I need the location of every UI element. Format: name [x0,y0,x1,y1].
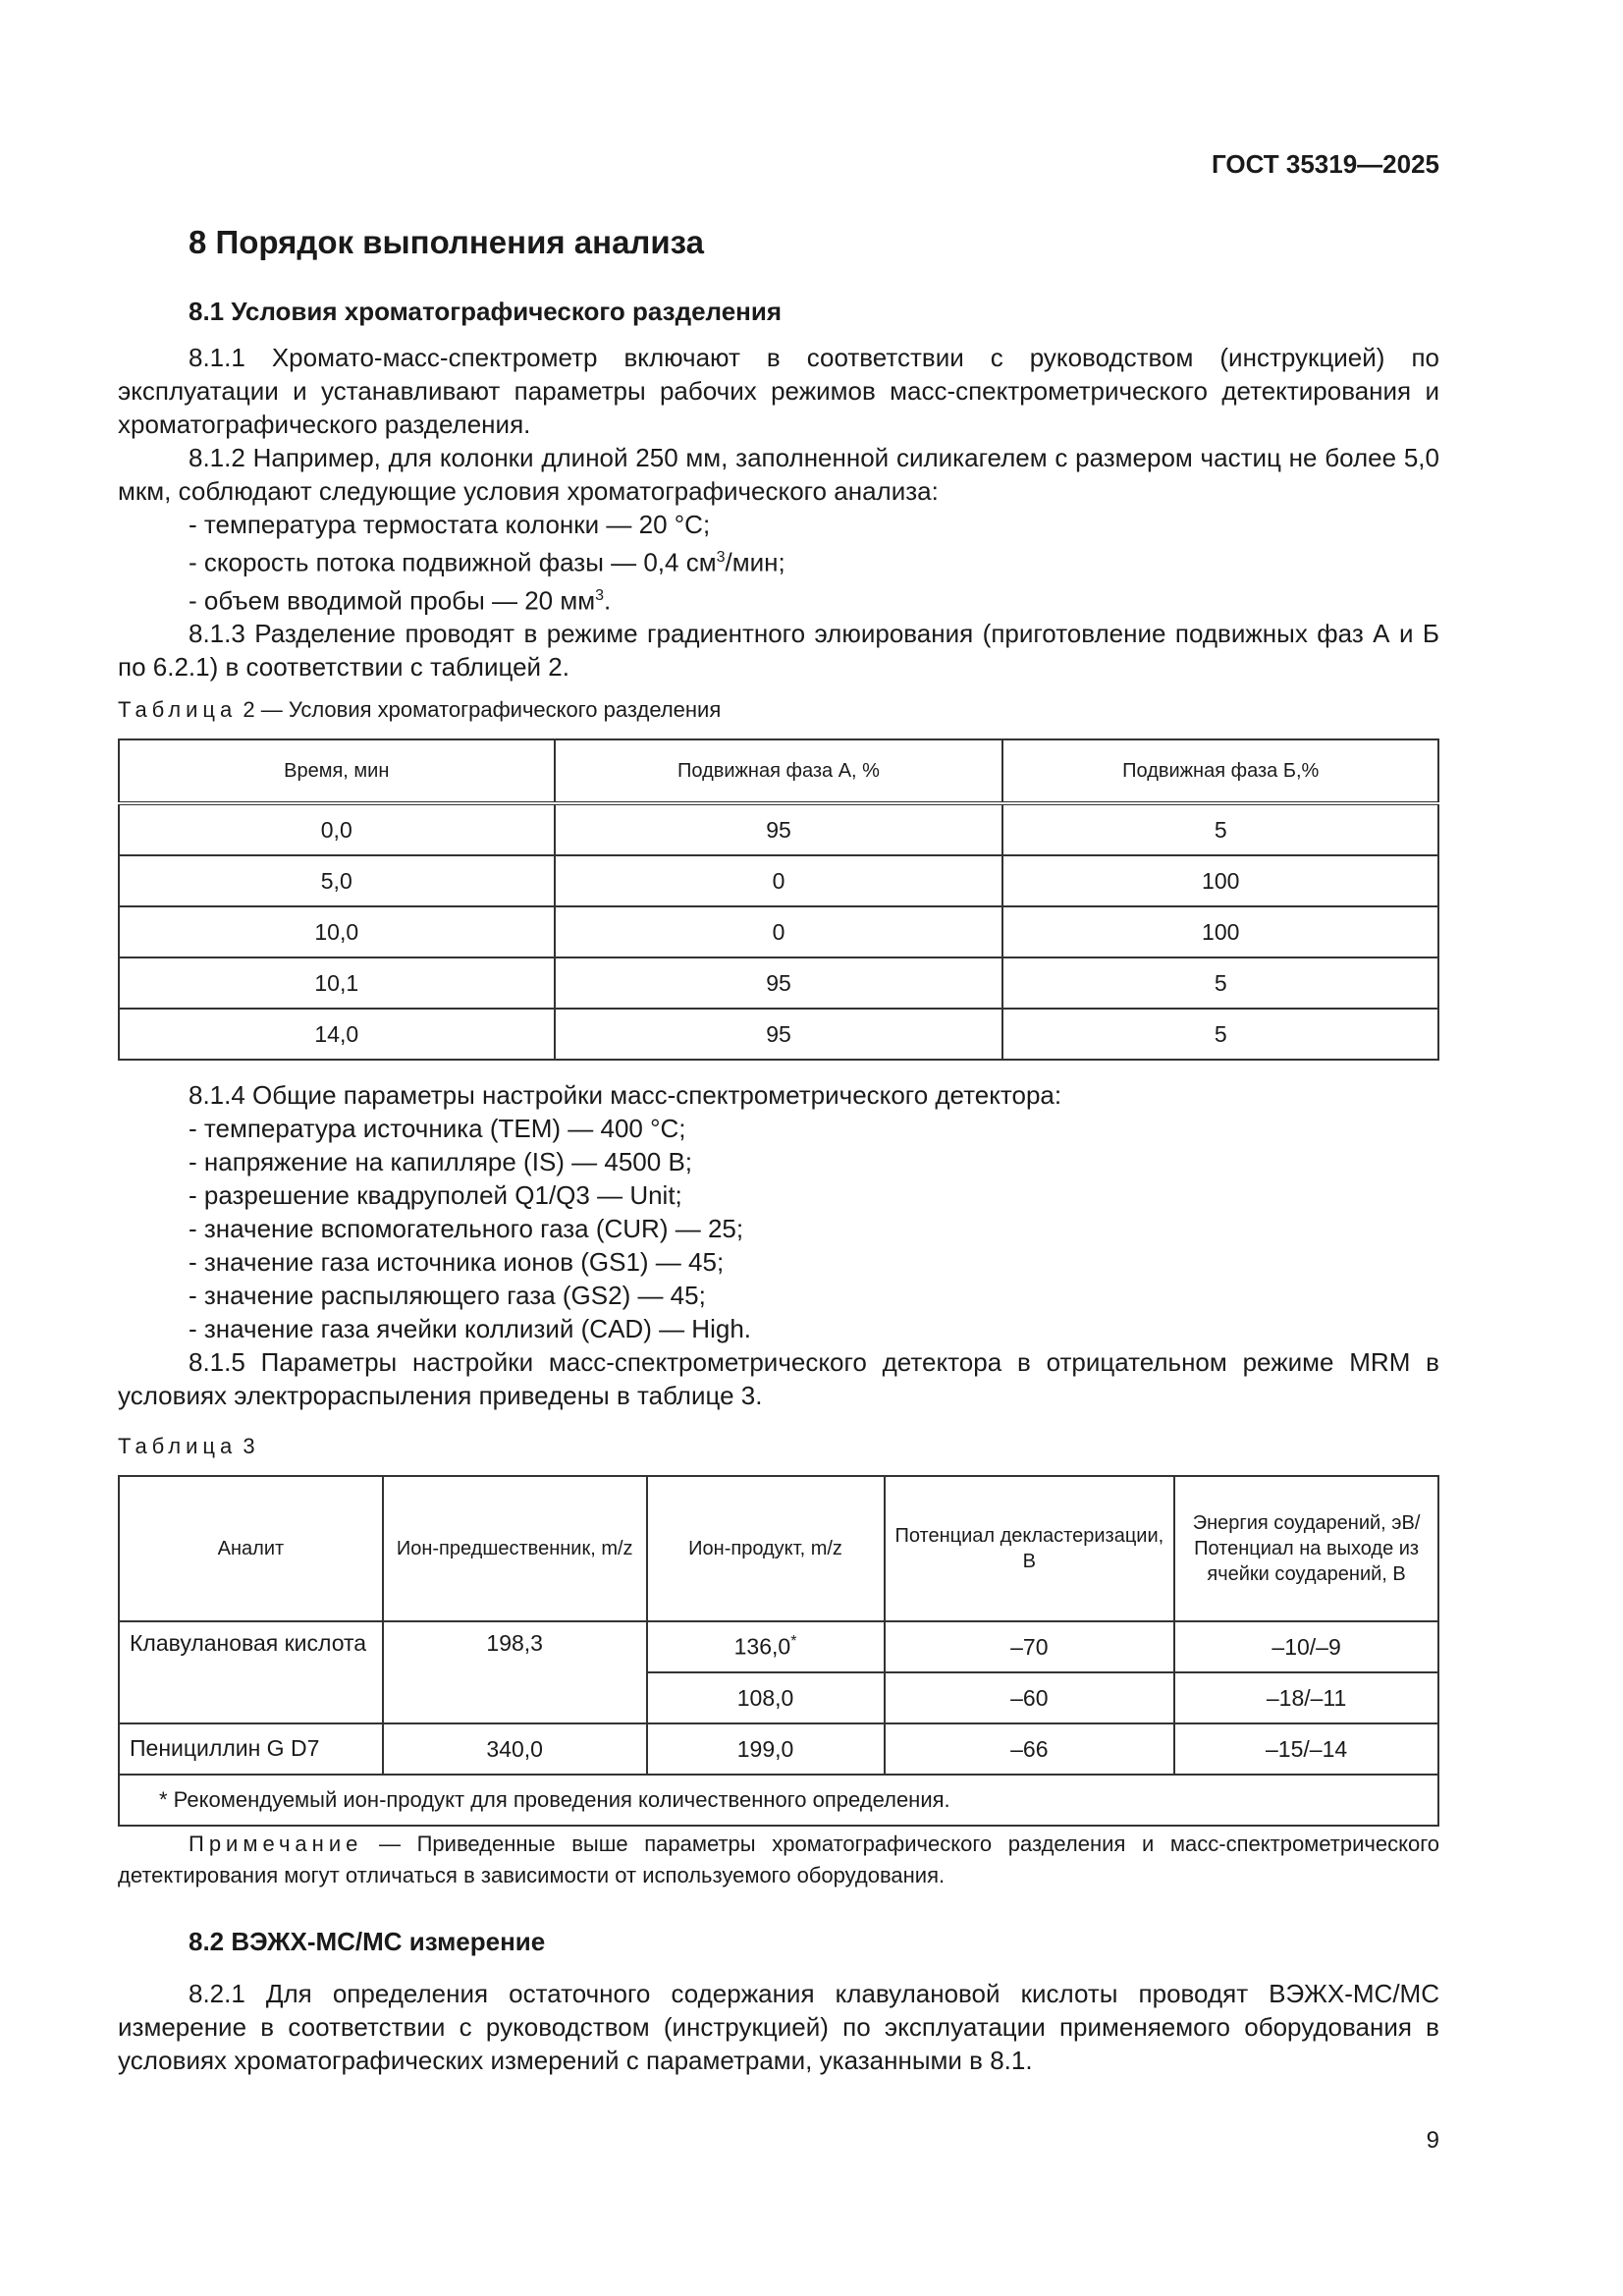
table-cell: 100 [1002,855,1438,906]
table-cell: 95 [555,1009,1003,1060]
note-text: — Приведенные выше параметры хроматографического разделения и масс-спектрометрического детектирования могут отличаться в зависимости от используемого оборудования. [118,1831,1439,1887]
table-cell: 5 [1002,957,1438,1009]
section-8-2 [118,1927,1439,2077]
list-item: - разрешение квадруполей Q1/Q3 — Unit; [189,1180,682,1210]
table-cell: 10,0 [119,906,555,957]
section-8-1-4 [118,1078,1439,1412]
table-3-caption: Таблица 3 [118,1434,255,1458]
bullet-sample-volume: - объем вводимой пробы — 20 $мм^3$. [189,585,612,616]
note-label: Примечание [189,1831,363,1856]
table-cell: 5 [1002,1009,1438,1060]
list-item: - значение газа источника ионов (GS1) — 45; [189,1247,725,1277]
table-3-header: Энергия соударений, эВ/Потенциал на выходе из ячейки соударений, В [1174,1476,1438,1621]
table-2-caption: Таблица 2 — Условия хроматографического разделения [118,697,722,722]
table-cell: 10,1 [119,957,555,1009]
table-row [119,1009,1438,1060]
product-cell: 108,0 [647,1672,885,1723]
table-3-header: Ион-продукт, m/z [647,1476,885,1621]
paragraph-8-1-1: 8.1.1 Хромато-масс-спектрометр включают в соответствии с руководством (инструкцией) по эксплуатации и устанавливают параметры рабочих режимов масс-спектрометрического детектирования и хроматографического разделения. [118,343,1439,439]
precursor-cell: 198,3 [383,1621,647,1723]
dp-cell: –70 [885,1621,1175,1672]
table-2 [118,738,1439,1061]
list-item: - значение газа ячейки коллизий (CAD) — High. [189,1314,752,1343]
product-cell: 136,0* [647,1621,885,1672]
section-8-1 [118,297,1439,683]
analyte-cell: Клавулановая кислота [119,1621,383,1723]
table-2-header: Подвижная фаза А, % [555,739,1003,803]
precursor-cell: 340,0 [383,1723,647,1775]
paragraph-8-1-3: 8.1.3 Разделение проводят в режиме градиентного элюирования (приготовление подвижных фаз А и Б по 6.2.1) в соответствии с таблицей 2. [118,619,1439,683]
paragraph-8-2-1: 8.2.1 Для определения остаточного содержания клавулановой кислоты проводят ВЭЖХ-МС/МС измерение в соответствии с руководством (инструкцией) по эксплуатации применяемого оборудования в условиях хроматографических измерений с параметрами, указанными в 8.1. [118,1979,1439,2075]
table-row [119,803,1438,855]
table-cell: 5 [1002,803,1438,855]
dp-cell: –60 [885,1672,1175,1723]
table-cell: 5,0 [119,855,555,906]
table-3-footnote: * Рекомендуемый ион-продукт для проведения количественного определения. [119,1775,1438,1826]
table-row [119,1723,1438,1775]
section-8-2-title: 8.2 ВЭЖХ-МС/МС измерение [189,1927,546,1956]
table-row [119,1621,1438,1672]
table-2-header: Подвижная фаза Б,% [1002,739,1438,803]
ce-cell: –18/–11 [1174,1672,1438,1723]
table-2-header: Время, мин [119,739,555,803]
section-8-1-title: 8.1 Условия хроматографического разделения [189,297,783,326]
table-3-header: Потенциал декластеризации, В [885,1476,1175,1621]
list-item: - значение распыляющего газа (GS2) — 45; [189,1281,706,1310]
table-3-header: Ион-предшественник, m/z [383,1476,647,1621]
paragraph-8-1-4: 8.1.4 Общие параметры настройки масс-спектрометрического детектора: [189,1080,1062,1110]
paragraph-8-1-5: 8.1.5 Параметры настройки масс-спектрометрического детектора в отрицательном режиме MRM в условиях электрораспыления приведены в таблице 3. [118,1347,1439,1410]
paragraph-8-1-2: 8.1.2 Например, для колонки длиной 250 мм, заполненной силикагелем с размером частиц не более 5,0 мкм, соблюдают следующие условия хроматографического анализа: [118,443,1439,506]
table-cell: 0,0 [119,803,555,855]
note [118,1829,1439,1891]
list-item: - температура источника (TEM) — 400 °С; [189,1114,686,1143]
table-cell: 100 [1002,906,1438,957]
list-item: - значение вспомогательного газа (CUR) — 25; [189,1214,744,1243]
table-row [119,855,1438,906]
analyte-cell: Пенициллин G D7 [119,1723,383,1775]
table-3-header: Аналит [119,1476,383,1621]
table-row [119,957,1438,1009]
table-cell: 0 [555,855,1003,906]
table-footnote-row [119,1775,1438,1826]
document-id-header: ГОСТ 35319—2025 [1212,149,1439,179]
section-8-title: 8 Порядок выполнения анализа [189,224,705,260]
table-row [119,906,1438,957]
table-cell: 14,0 [119,1009,555,1060]
table-cell: 0 [555,906,1003,957]
page-number: 9 [1426,2127,1439,2154]
ce-cell: –10/–9 [1174,1621,1438,1672]
bullet-column-temp: - температура термостата колонки — 20 °С; [189,510,711,539]
table-cell: 95 [555,957,1003,1009]
table-cell: 95 [555,803,1003,855]
bullet-flow-rate: - скорость потока подвижной фазы — 0,4 $см^3$/мин; [189,547,785,577]
list-item: - напряжение на капилляре (IS) — 4500 В; [189,1147,693,1176]
table-3 [118,1475,1439,1827]
dp-cell: –66 [885,1723,1175,1775]
ce-cell: –15/–14 [1174,1723,1438,1775]
product-cell: 199,0 [647,1723,885,1775]
